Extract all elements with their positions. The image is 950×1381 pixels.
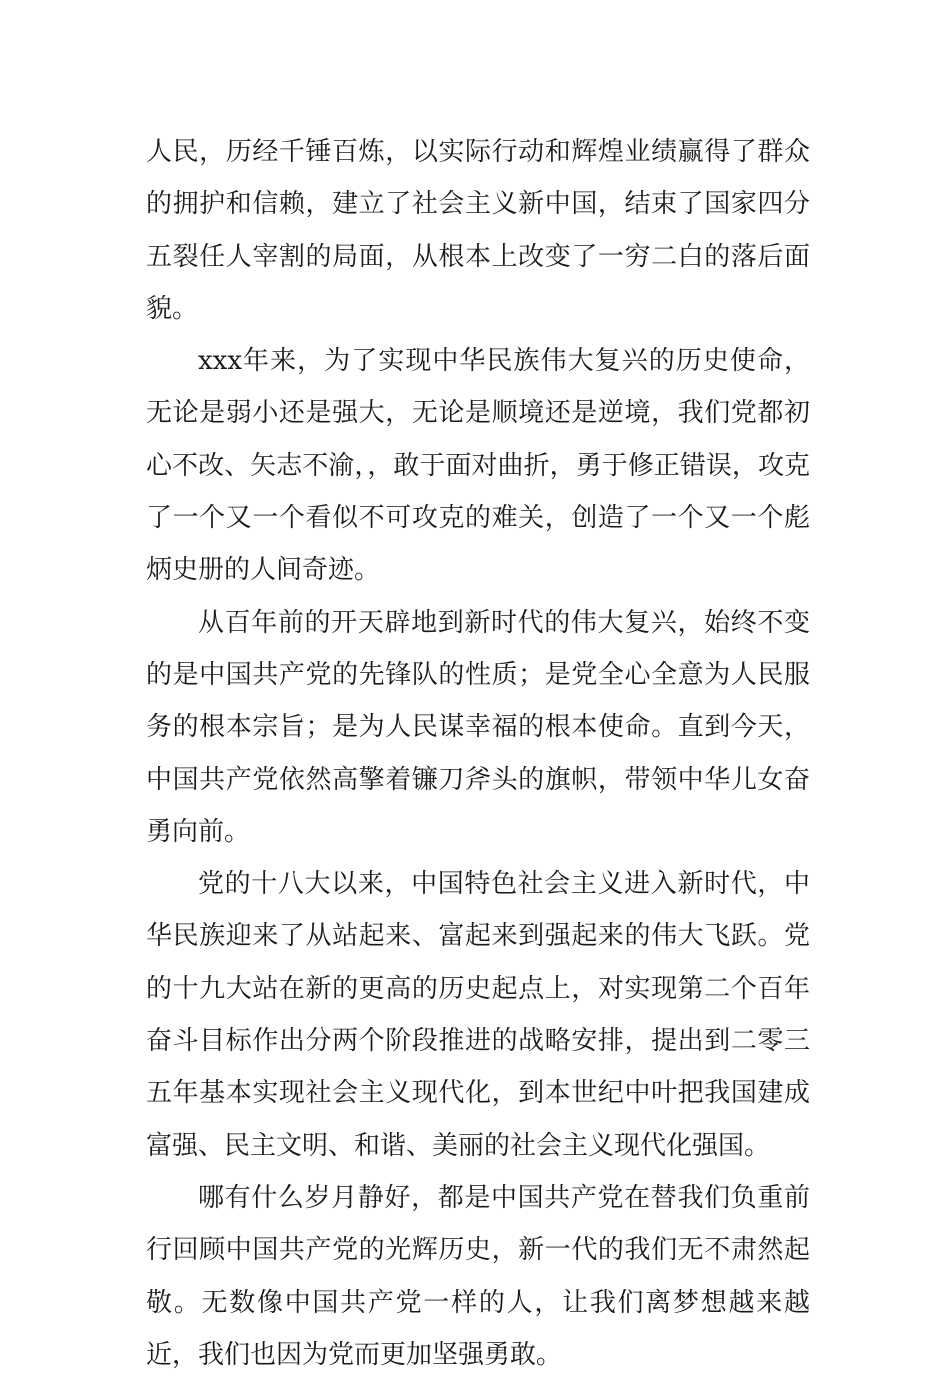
paragraph-3: 从百年前的开天辟地到新时代的伟大复兴，始终不变的是中国共产党的先锋队的性质；是党全心全意为人民服务的根本宗旨；是为人民谋幸福的根本使命。直到今天，中国共产党依然高擎着镰刀斧头的旗帜，带领中华儿女奋勇向前。: [146, 607, 810, 847]
paragraph-2: xxx年来，为了实现中华民族伟大复兴的历史使命，无论是弱小还是强大，无论是顺境还是逆境，我们党都初心不改、矢志不渝，，敢于面对曲折，勇于修正错误，攻克了一个又一个看似不可攻克的难关，创造了一个又一个彪炳史册的人间奇迹。: [146, 346, 810, 586]
paragraph-5: 哪有什么岁月静好，都是中国共产党在替我们负重前行回顾中国共产党的光辉历史，新一代的我们无不肃然起敬。无数像中国共产党一样的人，让我们离梦想越来越近，我们也因为党而更加坚强勇敢。: [146, 1182, 810, 1370]
document-page: [146, 126, 810, 1381]
paragraph-1: 人民，历经千锤百炼，以实际行动和辉煌业绩赢得了群众的拥护和信赖，建立了社会主义新中国，结束了国家四分五裂任人宰割的局面，从根本上改变了一穷二白的落后面貌。: [146, 137, 810, 324]
paragraph-4: 党的十八大以来，中国特色社会主义进入新时代，中华民族迎来了从站起来、富起来到强起来的伟大飞跃。党的十九大站在新的更高的历史起点上，对实现第二个百年奋斗目标作出分两个阶段推进的战略安排，提出到二零三五年基本实现社会主义现代化，到本世纪中叶把我国建成富强、民主文明、和谐、美丽的社会主义现代化强国。: [146, 869, 810, 1161]
